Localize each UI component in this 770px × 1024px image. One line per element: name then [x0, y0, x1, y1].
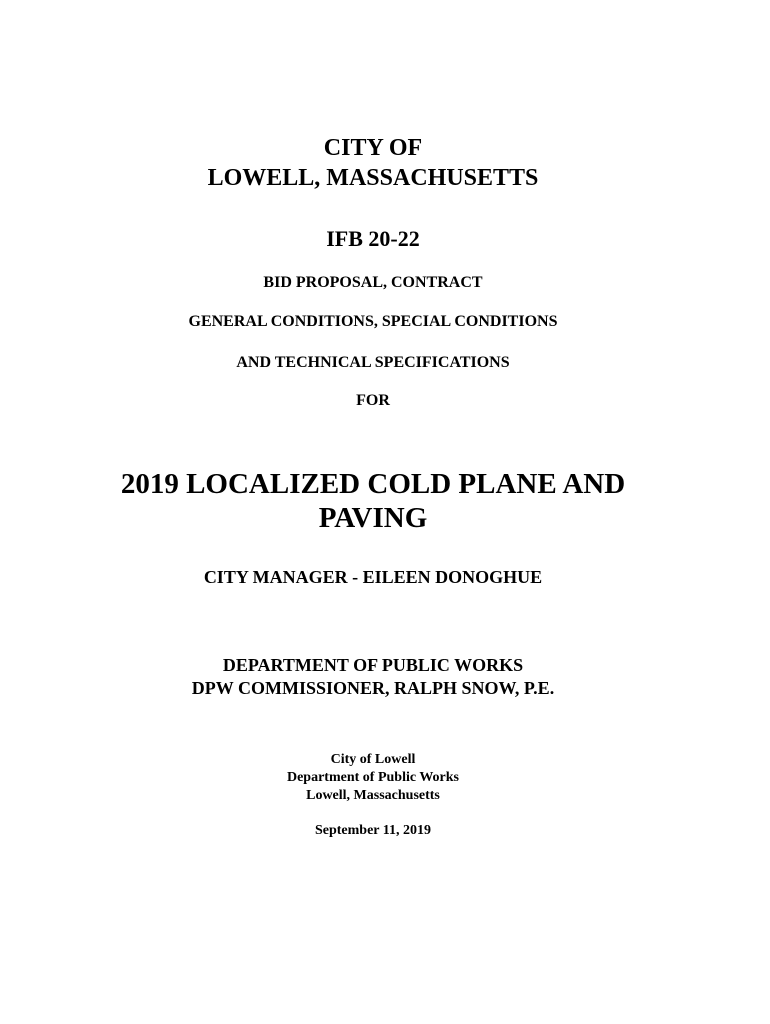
description-line2: GENERAL CONDITIONS, SPECIAL CONDITIONS [188, 313, 558, 330]
department-name: DEPARTMENT OF PUBLIC WORKS [222, 655, 524, 675]
address-line1: City of Lowell [330, 752, 416, 767]
document-date: September 11, 2019 [314, 823, 431, 838]
city-manager: CITY MANAGER - EILEEN DONOGHUE [203, 567, 543, 587]
description-line4: FOR [356, 392, 390, 409]
address-line3: Lowell, Massachusetts [306, 788, 440, 803]
ifb-number: IFB 20-22 [326, 226, 420, 251]
city-heading-line1: CITY OF [323, 135, 423, 161]
project-title-line2: PAVING [318, 502, 428, 534]
city-heading-line2: LOWELL, MASSACHUSETTS [207, 165, 539, 191]
address-line2: Department of Public Works [286, 770, 459, 785]
description-line3: AND TECHNICAL SPECIFICATIONS [236, 354, 510, 371]
description-line1: BID PROPOSAL, CONTRACT [263, 274, 483, 291]
project-title-line1: 2019 LOCALIZED COLD PLANE AND [120, 468, 626, 500]
dpw-commissioner: DPW COMMISSIONER, RALPH SNOW, P.E. [191, 678, 555, 698]
